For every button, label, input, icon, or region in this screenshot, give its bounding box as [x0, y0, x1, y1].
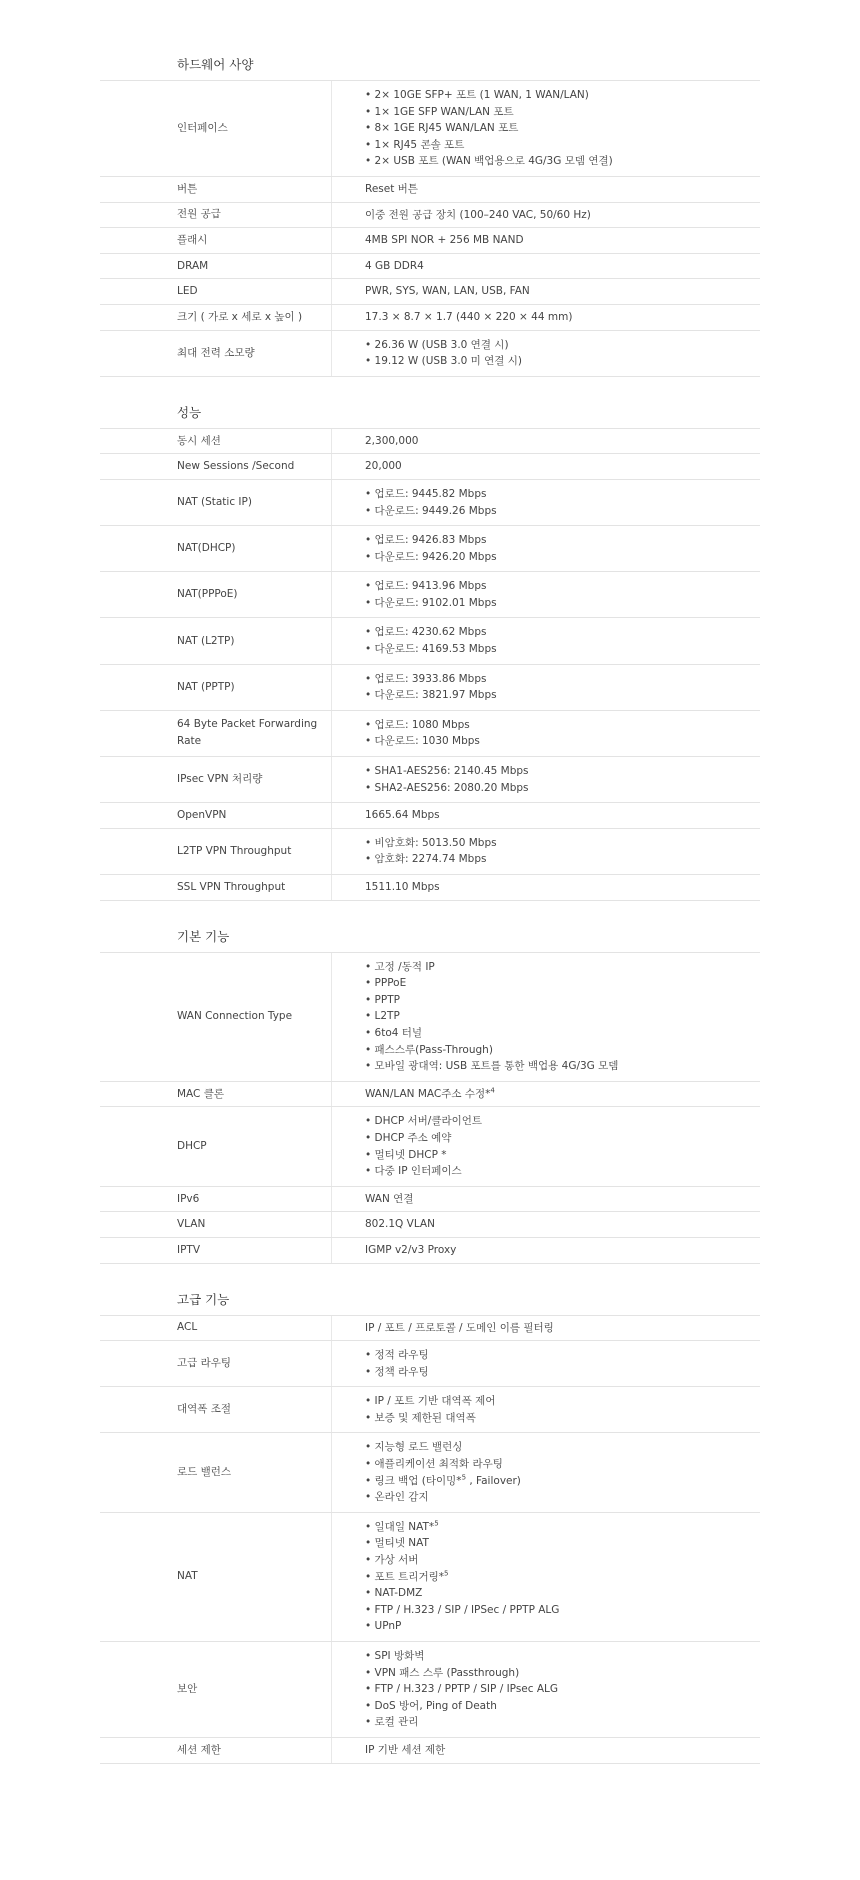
spec-value-text: • 로컬 관리: [365, 1716, 419, 1729]
spec-value-line: [365, 309, 760, 326]
spec-value-line: [365, 549, 760, 566]
spec-label: [100, 228, 332, 253]
spec-value: [332, 1642, 760, 1737]
spec-value-text: • 비암호화: 5013.50 Mbps: [365, 836, 497, 849]
spec-label-text: IPTV: [177, 1243, 201, 1256]
spec-value-text: • 멀티넷 DHCP *: [365, 1148, 447, 1161]
spec-value: [332, 1238, 760, 1263]
spec-value-text: • 패스스루(Pass-Through): [365, 1043, 493, 1056]
spec-label-text: 동시 세션: [177, 434, 221, 447]
spec-row: [100, 1107, 760, 1186]
spec-label: [100, 203, 332, 228]
spec-value: [332, 711, 760, 756]
spec-label: [100, 1433, 332, 1511]
spec-label-text: 세션 제한: [177, 1743, 221, 1756]
spec-label: [100, 757, 332, 802]
spec-row: [100, 1187, 760, 1213]
spec-value-text: • 다운로드: 3821.97 Mbps: [365, 689, 497, 702]
spec-row: [100, 829, 760, 875]
section-gap: [100, 1264, 760, 1283]
spec-value-line: [365, 959, 760, 976]
spec-value-line: [365, 975, 760, 992]
spec-value: [332, 1212, 760, 1237]
spec-value: [332, 254, 760, 279]
spec-value: [332, 454, 760, 479]
spec-row: [100, 1738, 760, 1764]
spec-label-text: 고급 라우팅: [177, 1357, 232, 1370]
spec-label-text: ACL: [177, 1321, 198, 1334]
spec-value-line: [365, 992, 760, 1009]
spec-value: [332, 526, 760, 571]
spec-value-text: WAN 연결: [365, 1192, 414, 1205]
spec-value-text: • 다중 IP 인터페이스: [365, 1165, 462, 1178]
spec-value-text: IP 기반 세션 제한: [365, 1743, 446, 1756]
spec-row: [100, 454, 760, 480]
spec-value-text: Reset 버튼: [365, 182, 418, 195]
spec-value-line: [365, 1569, 760, 1586]
spec-value-line: [365, 835, 760, 852]
spec-value-text: • 정책 라우팅: [365, 1365, 429, 1378]
spec-label-text: IPv6: [177, 1192, 200, 1205]
spec-value-text: • 2× 10GE SFP+ 포트 (1 WAN, 1 WAN/LAN): [365, 89, 589, 101]
spec-label: [100, 480, 332, 525]
spec-value: [332, 1316, 760, 1341]
spec-value-line: [365, 1347, 760, 1364]
spec-value-line: [365, 1058, 760, 1075]
spec-value-line: [365, 137, 760, 154]
spec-value: [332, 1107, 760, 1185]
spec-value-line: [365, 1113, 760, 1130]
spec-label-text: VLAN: [177, 1218, 206, 1231]
spec-value-line: [365, 337, 760, 354]
spec-value-line: [365, 1216, 760, 1233]
spec-value-text: • DoS 방어, Ping of Death: [365, 1699, 497, 1712]
spec-value-line: [365, 1714, 760, 1731]
spec-value-line: [365, 1025, 760, 1042]
spec-label: [100, 875, 332, 900]
spec-value-line: [365, 1648, 760, 1665]
spec-value-line: [365, 851, 760, 868]
spec-row: [100, 1238, 760, 1264]
spec-label: [100, 711, 332, 756]
spec-value-text: 4MB SPI NOR + 256 MB NAND: [365, 234, 524, 247]
spec-value-text: • VPN 패스 스루 (Passthrough): [365, 1666, 520, 1679]
spec-label: [100, 1513, 332, 1641]
spec-label-text: 보안: [177, 1682, 198, 1695]
section-title: 하드웨어 사양: [100, 48, 760, 81]
spec-row: [100, 305, 760, 331]
spec-value-tail: , Failover): [466, 1474, 521, 1487]
spec-value-text: • 업로드: 3933.86 Mbps: [365, 672, 487, 685]
spec-label-text: 최대 전력 소모량: [177, 346, 255, 359]
spec-value: [332, 1187, 760, 1212]
spec-value: [332, 331, 760, 376]
spec-value: [332, 1341, 760, 1386]
spec-label-text: NAT(DHCP): [177, 542, 236, 555]
spec-value-text: • 고정 /동적 IP: [365, 960, 435, 973]
spec-value-text: • 다운로드: 4169.53 Mbps: [365, 643, 497, 656]
spec-row: [100, 331, 760, 377]
spec-value: [332, 1738, 760, 1763]
spec-row: [100, 480, 760, 526]
spec-value: [332, 572, 760, 617]
spec-label-text: DRAM: [177, 259, 209, 272]
spec-value-line: [365, 1086, 760, 1103]
spec-value-text: • 업로드: 1080 Mbps: [365, 718, 470, 731]
spec-row: [100, 953, 760, 1082]
spec-label: [100, 618, 332, 663]
spec-value-line: [365, 353, 760, 370]
spec-value-text: • FTP / H.323 / SIP / IPSec / PPTP ALG: [365, 1603, 560, 1616]
spec-value-line: [365, 1320, 760, 1337]
spec-value-line: [365, 1519, 760, 1536]
spec-value: [332, 1082, 760, 1107]
spec-label-text: 대역폭 조절: [177, 1403, 232, 1416]
spec-value-line: [365, 1163, 760, 1180]
spec-label: [100, 526, 332, 571]
spec-label: [100, 279, 332, 304]
spec-table: [100, 48, 760, 1764]
spec-value-text: 20,000: [365, 460, 402, 473]
spec-label: [100, 254, 332, 279]
spec-value-text: 802.1Q VLAN: [365, 1218, 435, 1231]
spec-value-text: • L2TP: [365, 1010, 400, 1023]
spec-label-text: NAT (L2TP): [177, 634, 235, 647]
spec-value-line: [365, 153, 760, 170]
spec-label-text: NAT (Static IP): [177, 496, 252, 508]
spec-value-line: [365, 1618, 760, 1635]
section-title: 성능: [100, 396, 760, 429]
spec-row: [100, 228, 760, 254]
spec-value-line: [365, 1008, 760, 1025]
spec-row: [100, 203, 760, 229]
spec-value-text: • NAT-DMZ: [365, 1587, 423, 1600]
spec-value-line: [365, 1042, 760, 1059]
spec-value-text: • 2× USB 포트 (WAN 백업용으로 4G/3G 모뎀 연결): [365, 155, 613, 168]
spec-value: [332, 1433, 760, 1511]
spec-value-line: [365, 578, 760, 595]
spec-row: [100, 1513, 760, 1642]
spec-row: [100, 1642, 760, 1738]
spec-label-text: WAN Connection Type: [177, 1010, 293, 1023]
spec-value: [332, 618, 760, 663]
spec-row: [100, 526, 760, 572]
spec-value-line: [365, 1242, 760, 1259]
spec-row: [100, 875, 760, 901]
spec-value: [332, 305, 760, 330]
spec-value: [332, 829, 760, 874]
spec-label-text: 로드 밸런스: [177, 1466, 232, 1479]
section-title: 고급 기능: [100, 1283, 760, 1316]
spec-value-line: [365, 532, 760, 549]
spec-value-text: • 애플리케이션 최적화 라우팅: [365, 1458, 503, 1471]
spec-value-text: • 링크 백업 (타이밍*: [365, 1474, 462, 1487]
spec-value-line: [365, 1147, 760, 1164]
spec-value-text: • 다운로드: 9449.26 Mbps: [365, 504, 497, 517]
spec-value-line: [365, 1410, 760, 1427]
spec-row: [100, 803, 760, 829]
spec-row: [100, 1316, 760, 1342]
spec-value-text: • 가상 서버: [365, 1554, 419, 1567]
spec-label-text: 크기 ( 가로 x 세로 x 높이 ): [177, 310, 303, 323]
spec-value-text: IGMP v2/v3 Proxy: [365, 1243, 457, 1256]
spec-label: [100, 331, 332, 376]
spec-row: [100, 1387, 760, 1433]
spec-value-text: • 다운로드: 1030 Mbps: [365, 735, 480, 748]
spec-value-text: • SHA2-AES256: 2080.20 Mbps: [365, 781, 529, 794]
spec-label: [100, 454, 332, 479]
spec-label: [100, 429, 332, 454]
spec-value-text: • 모바일 광대역: USB 포트를 통한 백업용 4G/3G 모뎀: [365, 1060, 619, 1073]
spec-label: [100, 1187, 332, 1212]
spec-value-text: • 멀티넷 NAT: [365, 1537, 429, 1550]
spec-value-text: • 6to4 터널: [365, 1026, 423, 1039]
spec-label-text: 버튼: [177, 182, 198, 195]
spec-value-text: 17.3 × 8.7 × 1.7 (440 × 220 × 44 mm): [365, 310, 573, 323]
spec-value-line: [365, 717, 760, 734]
spec-label-text: IPsec VPN 처리량: [177, 773, 263, 786]
spec-value-line: [365, 1602, 760, 1619]
spec-value: [332, 228, 760, 253]
spec-value-text: • 일대일 NAT*: [365, 1520, 435, 1533]
spec-value-text: • DHCP 주소 예약: [365, 1131, 452, 1144]
spec-label: [100, 829, 332, 874]
spec-row: [100, 618, 760, 664]
spec-value: [332, 875, 760, 900]
spec-value-line: [365, 595, 760, 612]
spec-value-line: [365, 1439, 760, 1456]
spec-row: [100, 1341, 760, 1387]
spec-value-text: • 보증 및 제한된 대역폭: [365, 1411, 476, 1424]
spec-value-text: • 업로드: 9445.82 Mbps: [365, 487, 487, 500]
spec-label: [100, 1107, 332, 1185]
section-gap: [100, 377, 760, 396]
spec-value-text: • PPTP: [365, 993, 400, 1006]
spec-row: [100, 1212, 760, 1238]
spec-value-text: WAN/LAN MAC주소 수정*: [365, 1087, 491, 1100]
spec-value-line: [365, 641, 760, 658]
spec-label-text: New Sessions /Second: [177, 460, 295, 473]
spec-value-line: [365, 120, 760, 137]
spec-value-line: [365, 232, 760, 249]
spec-label: [100, 1738, 332, 1763]
spec-value-text: • 1× 1GE SFP WAN/LAN 포트: [365, 105, 514, 118]
spec-label-text: MAC 클론: [177, 1087, 225, 1100]
spec-value-text: 1511.10 Mbps: [365, 881, 440, 893]
spec-value-line: [365, 1585, 760, 1602]
spec-value-line: [365, 104, 760, 121]
spec-label: [100, 1082, 332, 1107]
footnote-marker: 5: [461, 1473, 467, 1482]
section-gap: [100, 901, 760, 920]
spec-value-text: • 업로드: 9426.83 Mbps: [365, 534, 487, 547]
spec-value-text: • 업로드: 9413.96 Mbps: [365, 580, 487, 593]
spec-value-line: [365, 87, 760, 104]
spec-value-line: [365, 1489, 760, 1506]
spec-label: [100, 1238, 332, 1263]
spec-value-text: 4 GB DDR4: [365, 259, 424, 272]
spec-value-text: • 19.12 W (USB 3.0 미 연결 시): [365, 355, 523, 368]
spec-value-text: 2,300,000: [365, 434, 419, 447]
spec-value-line: [365, 879, 760, 896]
spec-value-line: [365, 687, 760, 704]
spec-value-line: [365, 258, 760, 275]
spec-label: [100, 1341, 332, 1386]
spec-label: [100, 572, 332, 617]
footnote-marker: 5: [434, 1519, 439, 1528]
spec-value-line: [365, 283, 760, 300]
spec-label-text: 인터페이스: [177, 121, 228, 134]
spec-label-text: 64 Byte Packet Forwarding Rate: [177, 718, 318, 748]
spec-value: [332, 1513, 760, 1641]
spec-value-text: • SPI 방화벽: [365, 1650, 425, 1662]
spec-row: [100, 254, 760, 280]
spec-label: [100, 1387, 332, 1432]
spec-value-line: [365, 733, 760, 750]
spec-value-line: [365, 1698, 760, 1715]
spec-label: [100, 177, 332, 202]
spec-label-text: SSL VPN Throughput: [177, 880, 286, 893]
spec-value: [332, 81, 760, 176]
section-title: 기본 기능: [100, 920, 760, 953]
spec-value-text: PWR, SYS, WAN, LAN, USB, FAN: [365, 285, 530, 298]
spec-value-text: • 1× RJ45 콘솔 포트: [365, 138, 465, 151]
spec-value: [332, 757, 760, 802]
spec-value-line: [365, 1681, 760, 1698]
spec-value-line: [365, 1473, 760, 1490]
spec-value-text: • SHA1-AES256: 2140.45 Mbps: [365, 765, 529, 778]
spec-label-text: 전원 공급: [177, 208, 221, 221]
spec-value-line: [365, 1665, 760, 1682]
spec-label: [100, 1642, 332, 1737]
spec-label: [100, 953, 332, 1081]
spec-value-line: [365, 1535, 760, 1552]
spec-label-text: OpenVPN: [177, 809, 227, 822]
spec-value-line: [365, 671, 760, 688]
spec-value-line: [365, 1742, 760, 1759]
spec-label-text: NAT(PPPoE): [177, 588, 238, 601]
spec-value-text: • 암호화: 2274.74 Mbps: [365, 853, 487, 866]
spec-value-line: [365, 1364, 760, 1381]
spec-value-text: • UPnP: [365, 1620, 402, 1633]
spec-value-text: • 다운로드: 9426.20 Mbps: [365, 550, 497, 563]
spec-value-text: • 26.36 W (USB 3.0 연결 시): [365, 338, 509, 351]
spec-value-text: • 8× 1GE RJ45 WAN/LAN 포트: [365, 122, 519, 135]
spec-value: [332, 803, 760, 828]
spec-value-line: [365, 503, 760, 520]
spec-label: [100, 665, 332, 710]
spec-row: [100, 1082, 760, 1108]
spec-label: [100, 81, 332, 176]
spec-value-line: [365, 1191, 760, 1208]
spec-value-line: [365, 207, 760, 224]
spec-value-line: [365, 624, 760, 641]
spec-value-line: [365, 1130, 760, 1147]
spec-label-text: 플래시: [177, 233, 208, 246]
spec-row: [100, 429, 760, 455]
spec-value-text: • 다운로드: 9102.01 Mbps: [365, 596, 497, 609]
spec-value-line: [365, 1456, 760, 1473]
spec-value: [332, 203, 760, 228]
spec-value: [332, 1387, 760, 1432]
spec-row: [100, 711, 760, 757]
spec-value-text: 이중 전원 공급 장치 (100–240 VAC, 50/60 Hz): [365, 208, 591, 221]
spec-label-text: NAT: [177, 1570, 198, 1583]
spec-value-line: [365, 780, 760, 797]
spec-label: [100, 305, 332, 330]
spec-row: [100, 279, 760, 305]
spec-label-text: L2TP VPN Throughput: [177, 844, 292, 857]
spec-label-text: NAT (PPTP): [177, 680, 235, 693]
spec-row: [100, 572, 760, 618]
spec-value-text: IP / 포트 / 프로토콜 / 도메인 이름 필터링: [365, 1321, 554, 1334]
spec-row: [100, 757, 760, 803]
spec-value-line: [365, 807, 760, 824]
spec-value-text: • 포트 트리거링*: [365, 1570, 444, 1583]
footnote-marker: 5: [443, 1569, 449, 1578]
spec-value: [332, 177, 760, 202]
spec-value-line: [365, 1552, 760, 1569]
spec-value-line: [365, 458, 760, 475]
spec-label: [100, 1212, 332, 1237]
spec-value-text: • IP / 포트 기반 대역폭 제어: [365, 1395, 496, 1408]
spec-label: [100, 803, 332, 828]
spec-value: [332, 279, 760, 304]
spec-row: [100, 81, 760, 177]
spec-value-text: • 정적 라우팅: [365, 1349, 429, 1362]
spec-label-text: LED: [177, 285, 198, 298]
spec-value-line: [365, 486, 760, 503]
spec-value-text: • 온라인 감지: [365, 1491, 429, 1504]
spec-label-text: DHCP: [177, 1140, 207, 1153]
spec-row: [100, 1433, 760, 1512]
spec-value-line: [365, 433, 760, 450]
spec-value-text: • PPPoE: [365, 977, 407, 990]
spec-value-line: [365, 1393, 760, 1410]
spec-value-text: • 업로드: 4230.62 Mbps: [365, 626, 487, 639]
spec-value-text: • DHCP 서버/클라이언트: [365, 1115, 483, 1128]
spec-value-line: [365, 763, 760, 780]
spec-row: [100, 665, 760, 711]
spec-value: [332, 665, 760, 710]
spec-value: [332, 480, 760, 525]
spec-value-text: 1665.64 Mbps: [365, 809, 440, 822]
spec-value-text: • FTP / H.323 / PPTP / SIP / IPsec ALG: [365, 1683, 559, 1696]
spec-value-line: [365, 181, 760, 198]
spec-value-text: • 지능형 로드 밸런싱: [365, 1441, 463, 1454]
spec-value: [332, 953, 760, 1081]
footnote-marker: 4: [490, 1086, 495, 1095]
spec-row: [100, 177, 760, 203]
spec-value: [332, 429, 760, 454]
spec-label: [100, 1316, 332, 1341]
